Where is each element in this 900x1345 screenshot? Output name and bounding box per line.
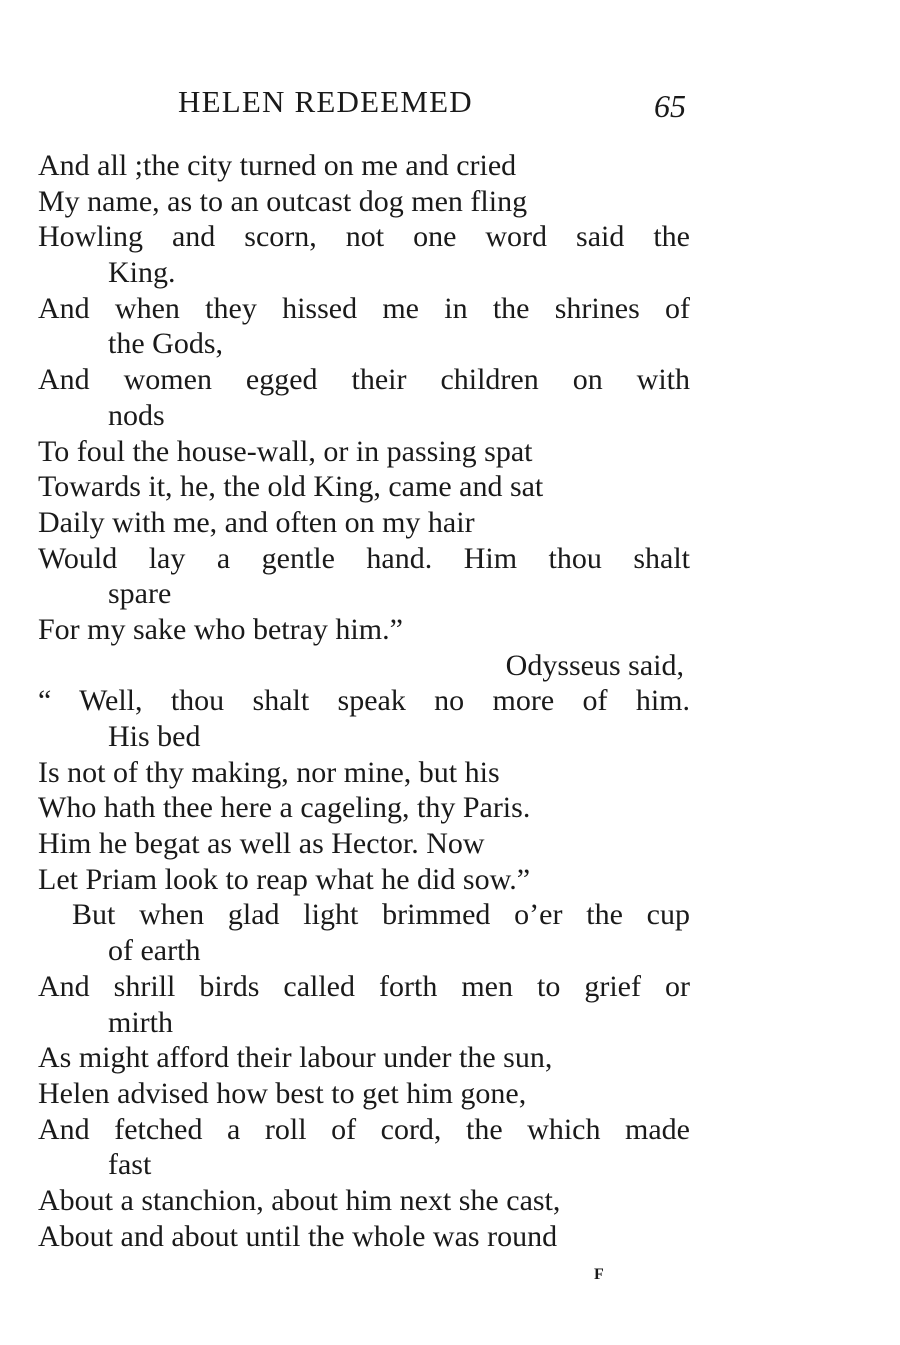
verse-line-turnover: nods (108, 398, 165, 432)
verse-line: Would lay a gentle hand. Him thou shalt (38, 541, 690, 575)
running-title: HELEN REDEEMED (178, 84, 473, 119)
verse-line: As might afford their labour under the sun, (38, 1041, 553, 1075)
verse-line-turnover: mirth (108, 1005, 173, 1039)
page-header (0, 80, 900, 124)
poem-text (38, 148, 690, 1254)
verse-line: Who hath thee here a cageling, thy Paris. (38, 791, 531, 825)
verse-line: About and about until the whole was round (38, 1219, 558, 1253)
page-number: 65 (654, 88, 686, 124)
verse-line-turnover: His bed (108, 720, 201, 753)
verse-line: Daily with me, and often on my hair (38, 505, 475, 539)
verse-line: Towards it, he, the old King, came and sat (38, 470, 544, 504)
verse-line: And fetched a roll of cord, the which made (38, 1112, 690, 1146)
verse-line: To foul the house-wall, or in passing spat (38, 434, 533, 468)
signature-mark: F (594, 1266, 605, 1283)
verse-line: My name, as to an outcast dog men fling (38, 184, 528, 218)
verse-line-turnover: fast (108, 1148, 152, 1182)
verse-line: About a stanchion, about him next she cast, (38, 1183, 561, 1217)
verse-line-right: Odysseus said, (505, 648, 684, 682)
verse-line: For my sake who betray him.” (38, 612, 403, 646)
verse-line: “ Well, thou shalt speak no more of him. (38, 684, 690, 718)
verse-line-turnover: spare (108, 577, 172, 611)
verse-line-turnover: the Gods, (108, 327, 223, 361)
verse-line: Let Priam look to reap what he did sow.” (38, 862, 531, 896)
verse-line-indented: But when glad light brimmed o’er the cup (72, 898, 690, 932)
verse-line: And women egged their children on with (38, 363, 690, 397)
verse-line-turnover: King. (108, 256, 176, 290)
verse-line: And when they hissed me in the shrines of (38, 291, 690, 325)
verse-line: And shrill birds called forth men to grief or (38, 969, 690, 1003)
verse-line: Him he begat as well as Hector. Now (38, 827, 485, 861)
verse-line: And all ;the city turned on me and cried (38, 149, 517, 182)
verse-line-turnover: of earth (108, 934, 201, 968)
verse-line: Is not of thy making, nor mine, but his (38, 755, 500, 789)
verse-line: Helen advised how best to get him gone, (38, 1076, 527, 1110)
verse-line: Howling and scorn, not one word said the (38, 220, 690, 254)
